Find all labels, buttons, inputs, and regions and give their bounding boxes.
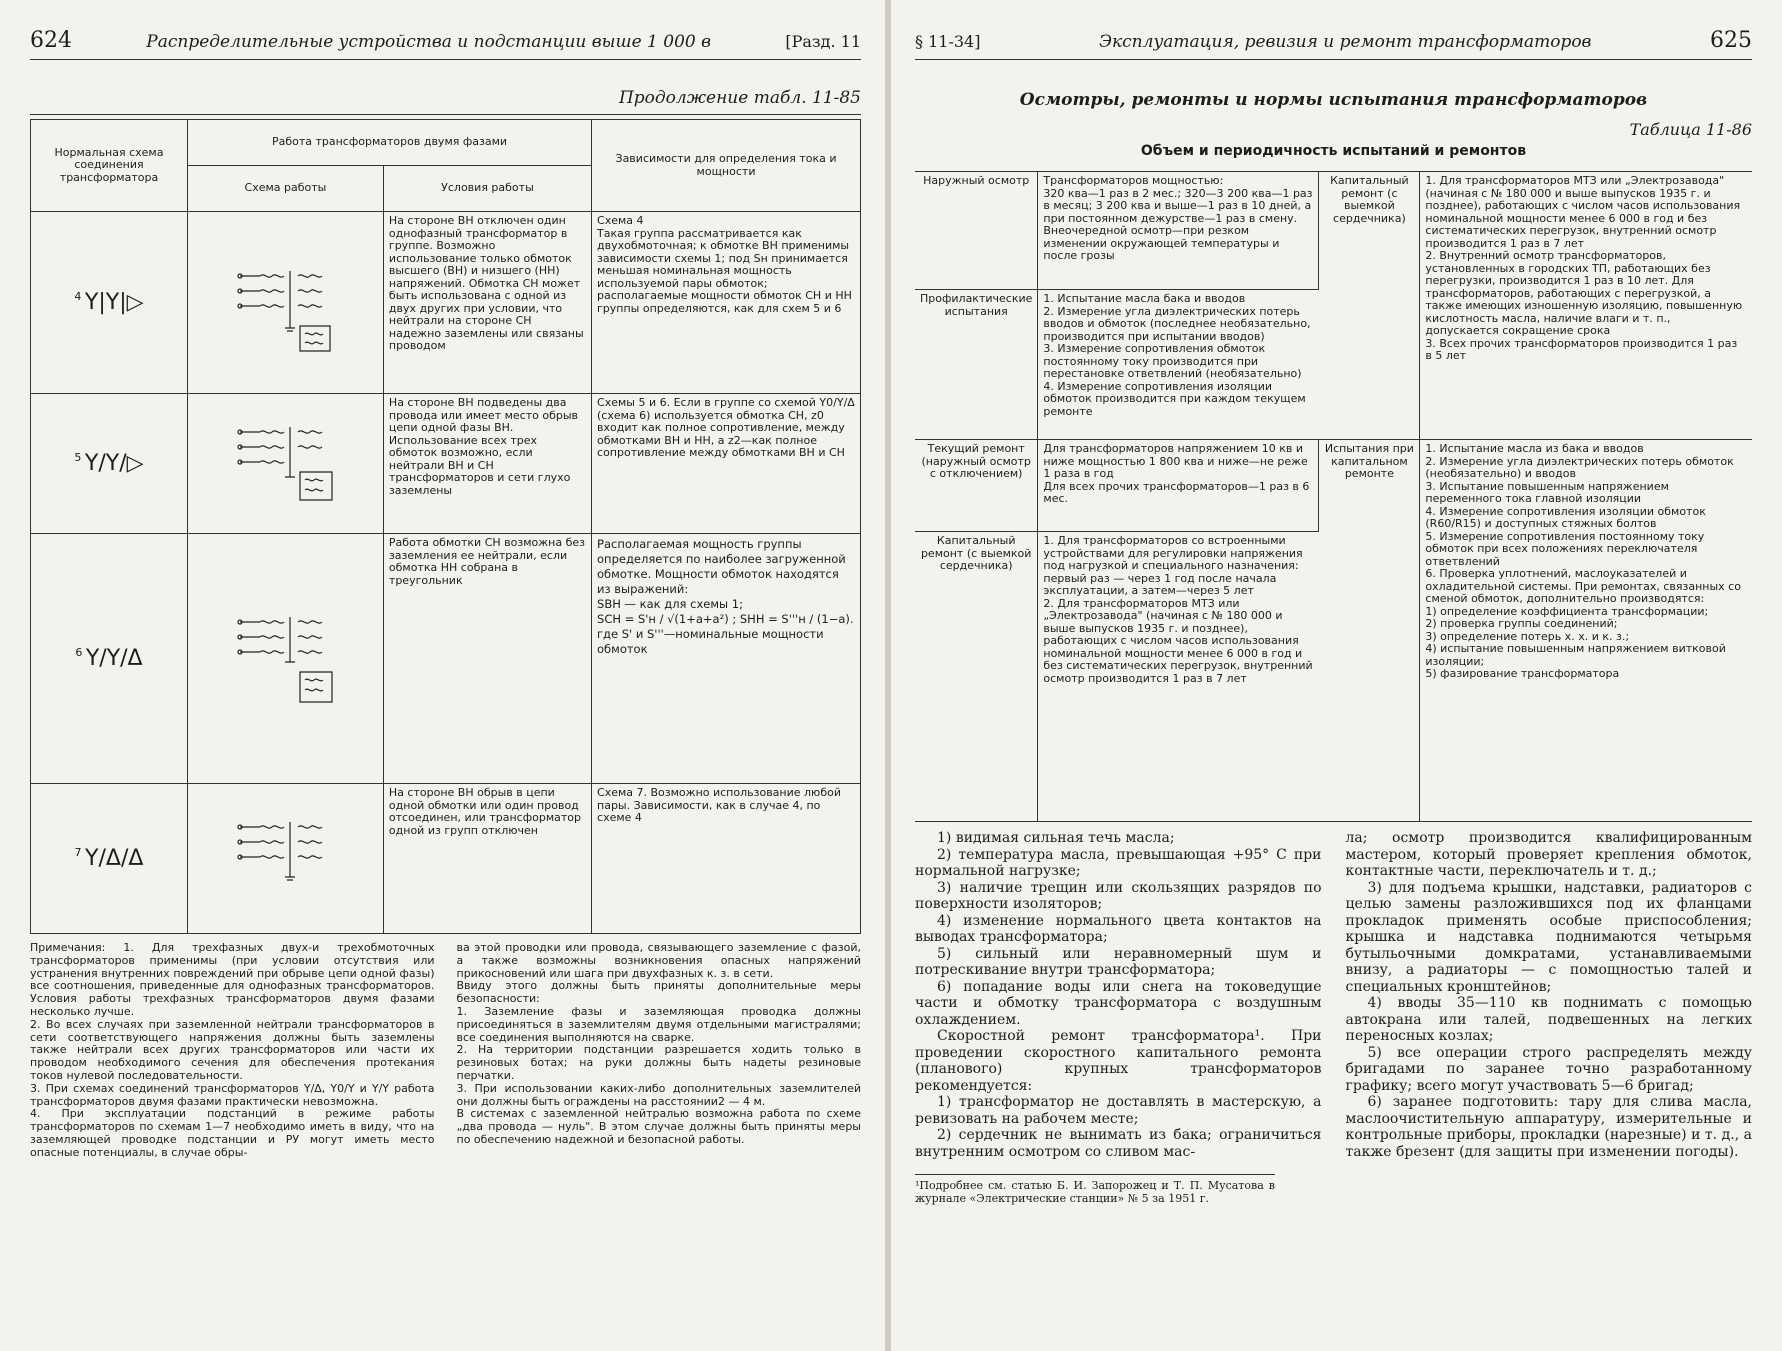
table-continuation: Продолжение табл. 11-85 bbox=[30, 88, 861, 115]
winding-diagram bbox=[187, 394, 383, 534]
row-content: Для трансформаторов напряжением 10 кв и ниже мощностью 1 800 ква и ниже—не реже 1 раза в год Для всех прочих трансформаторов—1 раз в 6 мес. bbox=[1038, 440, 1319, 532]
table-number: Таблица 11-86 bbox=[1629, 120, 1752, 139]
dependency-cell: Схема 4 Такая группа рассматривается как двухобмоточная; к обмотке ВН применимы зависимости схемы 1; под Sн принимается меньшая номинальная мощность используемой пары обмоток; располагаемые мощности обмоток СН и НН группы определяются, как для схем 5 и 6 bbox=[592, 212, 861, 394]
notes bbox=[30, 942, 861, 1160]
body-column-1 bbox=[915, 830, 1322, 1205]
winding-diagram-icon bbox=[230, 602, 340, 712]
note-paragraph: 2. Во всех случаях при заземленной нейтрали трансформаторов в сети соответствующего напряжения должны быть заземлены также нейтрали всех других трансформаторов или части их проводом необходимого сечения для обеспечения протекания токов нулевой последовательности. bbox=[30, 1017, 435, 1082]
table-row bbox=[915, 172, 1752, 290]
running-header bbox=[30, 28, 861, 60]
body-paragraph: 3) наличие трещин или скользящих разрядов по поверхности изоляторов; bbox=[915, 879, 1322, 912]
body-paragraph: 3) для подъема крышки, надставки, радиаторов с целью замены разложившихся под их фланцами прокладок применять особые приспособления; крышка и надставка поднимаются четырьмя бутыльочными домкратами, устанавливаемыми внизу, а радиаторы — с помощностью талей и специальных кронштейнов; bbox=[1345, 879, 1752, 995]
row-content: 1. Испытание масла бака и вводов 2. Измерение угла диэлектрических потерь вводов и обмоток (последнее необязательно, производится при испытании вводов) 3. Измерение сопротивления обмоток постоянному току производится при перестановке ответвлений (необязательно) 4. Измерение сопротивления изоляции обмоток производится при каждом текущем ремонте bbox=[1038, 290, 1319, 440]
connection-symbol: Y/Y/▷ bbox=[84, 450, 144, 476]
body-paragraph: Скоростной ремонт трансформатора¹. При проведении скоростного капитального ремонта (планового) крупных трансформаторов рекомендуется: bbox=[915, 1028, 1322, 1094]
scheme-symbol-cell bbox=[31, 212, 188, 394]
notes-column-1 bbox=[30, 942, 435, 1160]
header-dependencies: Зависимости для определения тока и мощности bbox=[592, 120, 861, 212]
section-ref: [Разд. 11 bbox=[785, 32, 861, 51]
body-paragraph: 1) трансформатор не доставлять в мастерскую, а ревизовать на рабочем месте; bbox=[915, 1094, 1322, 1127]
running-title: Эксплуатация, ревизия и ремонт трансформаторов bbox=[1098, 32, 1592, 52]
row-label: Капитальный ремонт (с выемкой сердечника) bbox=[915, 532, 1038, 822]
header-conditions: Условия работы bbox=[383, 166, 591, 212]
row-content: Трансформаторов мощностью: 320 ква—1 раз в 2 мес.; 320—3 200 ква—1 раз в месяц; 3 200 ква и выше—1 раз в 10 дней, а при постоянном дежурстве—1 раз в смену. Внеочередной осмотр—при резком изменении окружающей температуры и после грозы bbox=[1038, 172, 1319, 290]
section-ref: § 11-34] bbox=[915, 32, 981, 51]
winding-diagram-icon bbox=[230, 812, 340, 902]
note-paragraph: Ввиду этого должны быть приняты дополнительные меры безопасности: bbox=[456, 979, 861, 1006]
dependency-cell: Схема 7. Возможно использование любой пары. Зависимости, как в случае 4, по схеме 4 bbox=[592, 784, 861, 934]
conditions-cell: На стороне ВН отключен один однофазный трансформатор в группе. Возможно использование только обмоток высшего (ВН) и низшего (НН) напряжений. Обмотка СН может быть использована с одной из двух других при условии, что нейтрали на стороне СН надежно заземлены или связаны проводом bbox=[383, 212, 591, 394]
body-paragraph: 5) сильный или неравномерный шум и потрескивание внутри трансформатора; bbox=[915, 945, 1322, 978]
page-number: 625 bbox=[1710, 28, 1752, 53]
conditions-cell: Работа обмотки СН возможна без заземления ее нейтрали, если обмотка НН собрана в треугольник bbox=[383, 534, 591, 784]
note-paragraph: 1. Заземление фазы и заземляющая проводка должны присоединяться в заземлителям двумя отдельными магистралями; все соединения выполняются на сварке. bbox=[456, 1004, 861, 1044]
scheme-symbol-cell bbox=[31, 534, 188, 784]
inspection-table bbox=[915, 171, 1752, 822]
row-number: 7 bbox=[74, 845, 82, 859]
body-paragraph: 5) все операции строго распределять между бригадами по заранее точно разработанному графику; всего могут участвовать 5—6 бригад; bbox=[1345, 1044, 1752, 1094]
body-paragraph: 4) вводы 35—110 кв поднимать с помощью автокрана или талей, подвешенных на легких переносных козлах; bbox=[1345, 995, 1752, 1044]
body-column-2 bbox=[1346, 830, 1753, 1205]
row-number: 6 bbox=[75, 645, 83, 659]
body-paragraph: 6) заранее подготовить: тару для слива масла, маслоочистительную аппаратуру, измерительные и контрольные приборы, прокладки (нарезные) и т. д., а также брезент (для защиты при изменении погоды). bbox=[1345, 1094, 1752, 1160]
table-row bbox=[915, 440, 1752, 532]
conditions-cell: На стороне ВН подведены два провода или имеет место обрыв цепи одной фазы ВН. Использование всех трех обмоток возможно, если нейтрали ВН и СН трансформаторов и сети глухо заземлены bbox=[383, 394, 591, 534]
note-paragraph: В системах с заземленной нейтралью возможна работа по схеме „два провода — нуль". В этом случае должны быть приняты меры по обеспечению надежной и безопасной работы. bbox=[456, 1107, 861, 1146]
note-paragraph: Примечания: 1. Для трехфазных двух-и трехобмоточных трансформаторов применимы (при условии отсутствия или устранения внутренних повреждений при обрыве цепи одной фазы) все соотношения, приведенные для однофазных трансформаторов. Условия работы трехфазных трансформаторов двумя фазами несколько лучше. bbox=[30, 941, 435, 1018]
row-label: Наружный осмотр bbox=[915, 172, 1038, 290]
winding-diagram bbox=[187, 784, 383, 934]
page-number: 624 bbox=[30, 28, 72, 53]
running-title: Распределительные устройства и подстанции выше 1 000 в bbox=[146, 32, 712, 52]
scheme-symbol-cell bbox=[31, 394, 188, 534]
body-paragraph: ла; осмотр производится квалифицированным мастером, который проверяет крепления обмоток, контактные части, переключатель и т. д.; bbox=[1345, 830, 1752, 879]
running-header bbox=[915, 28, 1752, 60]
note-paragraph: 3. При схемах соединений трансформаторов Y/Δ, Y0/Y и Y/Y работа трансформаторов двумя фазами практически невозможна. bbox=[30, 1081, 435, 1108]
row-number: 4 bbox=[74, 289, 82, 303]
body-paragraph: 4) изменение нормального цвета контактов на выводах трансформатора; bbox=[915, 912, 1322, 945]
note-paragraph: 3. При использовании каких-либо дополнительных заземлителей они должны быть ограждены на расстоянии2 — 4 м. bbox=[456, 1081, 861, 1108]
row-content-2: 1. Испытание масла из бака и вводов 2. Измерение угла диэлектрических потерь обмоток (необязательно) и вводов 3. Испытание повышенным напряжением переменного тока главной изоляции 4. Измерение сопротивления изоляции обмоток (R60/R15) и доступных стяжных болтов 5. Измерение сопротивления постоянному току обмоток при всех положениях переключателя ответвлений 6. Проверка уплотнений, маслоуказателей и охладительной системы. При ремонтах, связанных со сменой обмоток, дополнительно производятся: 1) определение коэффициента трансформации; 2) проверка группы соединений; 3) определение потерь х. х. и к. з.; 4) испытание повышенным напряжением витковой изоляции; 5) фазирование трансформатора bbox=[1420, 440, 1752, 822]
connection-symbol: Y|Y|▷ bbox=[84, 289, 144, 315]
conditions-cell: На стороне ВН обрыв в цепи одной обмотки или один провод отсоединен, или трансформатор одной из групп отключен bbox=[383, 784, 591, 934]
right-page bbox=[891, 0, 1782, 1351]
header-normal-scheme: Нормальная схема соединения трансформатора bbox=[31, 120, 188, 212]
footnote: ¹Подробнее см. статью Б. И. Запорожец и Т. П. Мусатова в журнале «Электрические станции» № 5 за 1951 г. bbox=[915, 1174, 1275, 1205]
header-scheme: Схема работы bbox=[187, 166, 383, 212]
row-content: 1. Для трансформаторов со встроенными устройствами для регулировки напряжения под нагрузкой и специального назначения: первый раз — через 1 год после начала эксплуатации, а затем—через 5 лет 2. Для трансформаторов МТЗ или „Электрозавода" (начиная с № 180 000 и выше выпусков 1935 г. и позднее), работающих с числом часов использования номинальной мощности менее 6 000 в год и без систематических перегрузок, внутренний осмотр производится 1 раз в 7 лет bbox=[1038, 532, 1319, 822]
scheme-table bbox=[30, 119, 861, 934]
scheme-symbol-cell bbox=[31, 784, 188, 934]
body-paragraph: 2) температура масла, превышающая +95° С при нормальной нагрузке; bbox=[915, 846, 1322, 879]
row-label-2: Испытания при капитальном ремонте bbox=[1319, 440, 1420, 822]
row-label: Текущий ремонт (наружный осмотр с отключением) bbox=[915, 440, 1038, 532]
row-label: Профилактические испытания bbox=[915, 290, 1038, 440]
row-number: 5 bbox=[74, 450, 82, 464]
note-paragraph: 2. На территории подстанции разрешается ходить только в резиновых ботах; на руки должны быть надеты резиновые перчатки. bbox=[456, 1043, 861, 1082]
header-two-phase: Работа трансформаторов двумя фазами bbox=[187, 120, 591, 166]
section-heading: Осмотры, ремонты и нормы испытания трансформаторов bbox=[1019, 90, 1648, 110]
connection-symbol: Y/Δ/Δ bbox=[85, 845, 144, 871]
table-row bbox=[31, 784, 861, 934]
winding-diagram bbox=[187, 534, 383, 784]
body-text bbox=[915, 830, 1752, 1205]
winding-diagram bbox=[187, 212, 383, 394]
note-paragraph: 4. При эксплуатации подстанций в режиме работы трансформаторов по схемам 1—7 необходимо иметь в виду, что на заземляющей проводке подстанции и РУ могут иметь место опасные потенциалы, в случае обры- bbox=[30, 1107, 435, 1159]
connection-symbol: Y/Y/Δ bbox=[85, 645, 143, 671]
dependency-cell: Располагаемая мощность группы определяется по наиболее загруженной обмотке. Мощности обмоток находятся из выражений: SВН — как для схемы 1; SСН = S'н / √(1+a+a²) ; SНН = S'''н / (1−a). где S' и S'''—номинальные мощности обмоток bbox=[592, 534, 861, 784]
body-paragraph: 6) попадание воды или снега на токоведущие части и обмотку трансформатора с воздушным охлаждением. bbox=[915, 978, 1322, 1028]
notes-column-2 bbox=[457, 942, 862, 1160]
row-label-2: Капитальный ремонт (с выемкой сердечника) bbox=[1319, 172, 1420, 440]
left-page bbox=[0, 0, 885, 1351]
table-title: Объем и периодичность испытаний и ремонтов bbox=[1140, 143, 1527, 159]
row-content-2: 1. Для трансформаторов МТЗ или „Электрозавода" (начиная с № 180 000 и выше выпусков 1935 г. и позднее), работающих с числом часов использования номинальной мощности менее 6 000 в год и без систематических перегрузок, внутренний осмотр производится 1 раз в 7 лет 2. Внутренний осмотр трансформаторов, установленных в городских ТП, работающих без перегрузки, производится 1 раз в 10 лет. Для трансформаторов, работающих с перегрузкой, а также имеющих изношенную изоляцию, повышенную кислотность масла, наличие влаги и т. п., допускается сокращение срока 3. Всех прочих трансформаторов производится 1 раз в 5 лет bbox=[1420, 172, 1752, 440]
note-paragraph: ва этой проводки или провода, связывающего заземление с фазой, а также возможны возникновения опасных напряжений прикосновений или шага при двухфазных к. з. в сети. bbox=[456, 941, 861, 980]
table-row bbox=[31, 534, 861, 784]
body-paragraph: 2) сердечник не вынимать из бака; ограничиться внутренним осмотром со сливом мас- bbox=[915, 1127, 1322, 1160]
table-row bbox=[31, 212, 861, 394]
winding-diagram-icon bbox=[230, 412, 340, 512]
winding-diagram-icon bbox=[230, 246, 340, 356]
dependency-cell: Схемы 5 и 6. Если в группе со схемой Y0/Y/Δ (схема 6) используется обмотка СН, z0 входит как полное сопротивление, между обмотками ВН и НН, а z2—как полное сопротивление между обмотками ВН и СН bbox=[592, 394, 861, 534]
table-row bbox=[31, 394, 861, 534]
body-paragraph: 1) видимая сильная течь масла; bbox=[937, 830, 1175, 846]
